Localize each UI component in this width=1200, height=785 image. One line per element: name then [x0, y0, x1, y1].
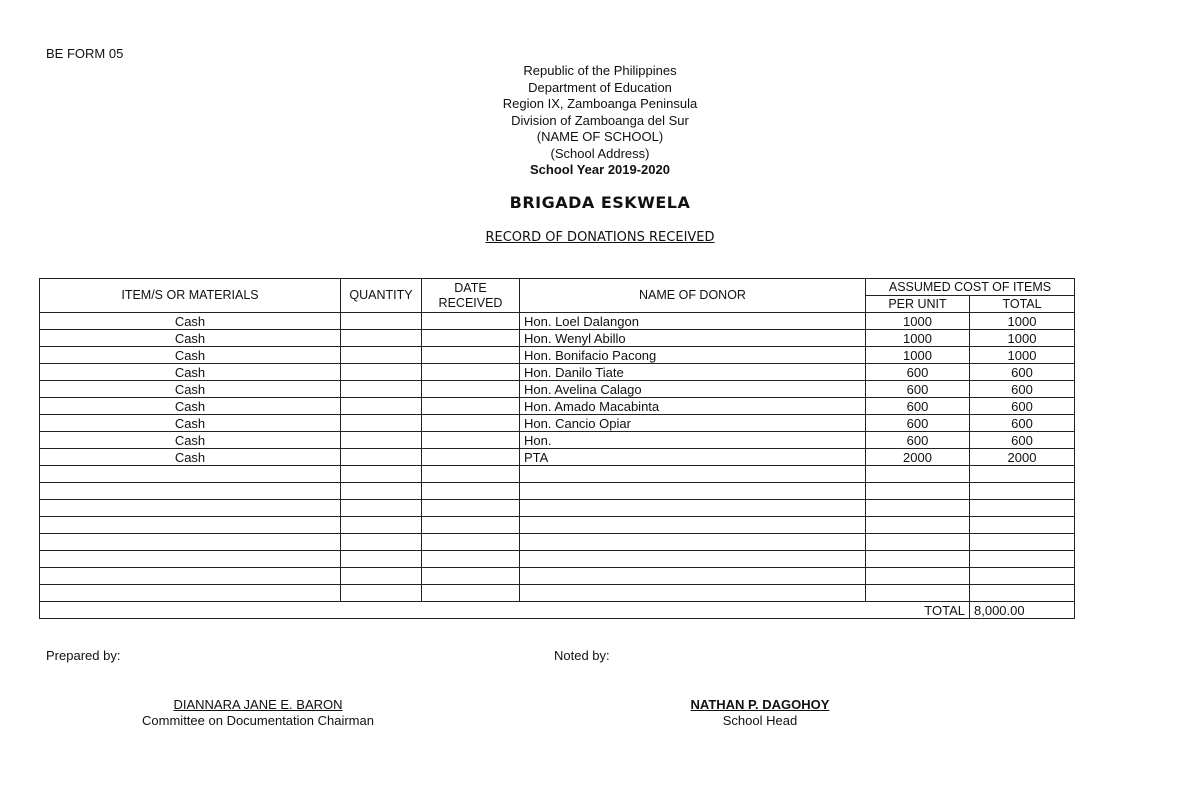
cell-total: 2000 — [970, 449, 1075, 466]
header-total: TOTAL — [970, 296, 1075, 313]
cell-total: 600 — [970, 415, 1075, 432]
header-school-name: (NAME OF SCHOOL) — [536, 129, 664, 144]
cell-date-received — [422, 551, 520, 568]
cell-donor — [520, 483, 866, 500]
cell-donor — [520, 585, 866, 602]
cell-quantity — [341, 432, 422, 449]
cell-quantity — [341, 313, 422, 330]
cell-per-unit — [866, 500, 970, 517]
header-school-address: (School Address) — [550, 145, 650, 161]
table-row — [40, 398, 1075, 415]
cell-donor — [520, 500, 866, 517]
table-row — [40, 568, 1075, 585]
cell-quantity — [341, 466, 422, 483]
cell-total — [970, 517, 1075, 534]
table-row — [40, 585, 1075, 602]
cell-per-unit: 1000 — [866, 313, 970, 330]
cell-total — [970, 551, 1075, 568]
cell-total — [970, 500, 1075, 517]
cell-item: Cash — [40, 381, 341, 398]
cell-donor: Hon. Wenyl Abillo — [520, 330, 866, 347]
cell-donor: Hon. Bonifacio Pacong — [520, 347, 866, 364]
header-date-received — [422, 279, 520, 313]
table-row — [40, 432, 1075, 449]
cell-total — [970, 483, 1075, 500]
header-date-line2: RECEIVED — [438, 295, 503, 310]
cell-per-unit — [866, 466, 970, 483]
cell-quantity — [341, 415, 422, 432]
cell-donor: Hon. Avelina Calago — [520, 381, 866, 398]
cell-item: Cash — [40, 415, 341, 432]
cell-date-received — [422, 381, 520, 398]
cell-quantity — [341, 500, 422, 517]
document-header — [0, 63, 1200, 179]
cell-date-received — [422, 466, 520, 483]
header-division: Division of Zamboanga del Sur — [511, 112, 689, 128]
table-row — [40, 449, 1075, 466]
cell-item — [40, 534, 341, 551]
cell-per-unit — [866, 483, 970, 500]
cell-item: Cash — [40, 398, 341, 415]
table-row — [40, 483, 1075, 500]
table-row — [40, 500, 1075, 517]
cell-per-unit: 1000 — [866, 347, 970, 364]
cell-quantity — [341, 347, 422, 364]
cell-donor: Hon. Cancio Opiar — [520, 415, 866, 432]
cell-date-received — [422, 585, 520, 602]
cell-item: Cash — [40, 432, 341, 449]
cell-quantity — [341, 517, 422, 534]
cell-quantity — [341, 381, 422, 398]
cell-donor — [520, 551, 866, 568]
cell-donor: PTA — [520, 449, 866, 466]
cell-quantity — [341, 534, 422, 551]
cell-item: Cash — [40, 347, 341, 364]
cell-date-received — [422, 347, 520, 364]
cell-total: 600 — [970, 432, 1075, 449]
cell-date-received — [422, 517, 520, 534]
cell-donor: Hon. Amado Macabinta — [520, 398, 866, 415]
cell-item — [40, 483, 341, 500]
cell-item — [40, 466, 341, 483]
noted-by-role: School Head — [722, 713, 798, 728]
table-row — [40, 415, 1075, 432]
table-row — [40, 313, 1075, 330]
header-per-unit: PER UNIT — [866, 296, 970, 313]
cell-per-unit — [866, 551, 970, 568]
cell-date-received — [422, 313, 520, 330]
cell-donor: Hon. Danilo Tiate — [520, 364, 866, 381]
cell-total: 1000 — [970, 330, 1075, 347]
cell-per-unit — [866, 534, 970, 551]
cell-total: 600 — [970, 398, 1075, 415]
cell-per-unit: 600 — [866, 415, 970, 432]
header-item: ITEM/S OR MATERIALS — [40, 279, 341, 313]
page-title: BRIGADA ESKWELA — [509, 193, 691, 212]
cell-per-unit: 2000 — [866, 449, 970, 466]
table-header — [40, 279, 1075, 313]
cell-total: 1000 — [970, 313, 1075, 330]
total-label: TOTAL — [40, 602, 970, 619]
table-body — [40, 313, 1075, 602]
table-row — [40, 517, 1075, 534]
cell-quantity — [341, 585, 422, 602]
cell-item: Cash — [40, 313, 341, 330]
cell-total: 1000 — [970, 347, 1075, 364]
cell-date-received — [422, 449, 520, 466]
prepared-by-label: Prepared by: — [46, 648, 121, 663]
cell-date-received — [422, 432, 520, 449]
cell-total — [970, 568, 1075, 585]
header-department: Department of Education — [528, 79, 672, 95]
cell-per-unit: 1000 — [866, 330, 970, 347]
table-total-row — [40, 602, 1075, 619]
cell-donor: Hon. Loel Dalangon — [520, 313, 866, 330]
prepared-by-role: Committee on Documentation Chairman — [142, 713, 374, 728]
header-republic: Republic of the Philippines — [523, 63, 677, 78]
cell-item — [40, 517, 341, 534]
table-row — [40, 347, 1075, 364]
cell-item: Cash — [40, 364, 341, 381]
cell-per-unit: 600 — [866, 381, 970, 398]
noted-by-label: Noted by: — [554, 648, 610, 663]
cell-total — [970, 534, 1075, 551]
cell-per-unit: 600 — [866, 398, 970, 415]
cell-date-received — [422, 330, 520, 347]
cell-donor: Hon. — [520, 432, 866, 449]
cell-per-unit: 600 — [866, 432, 970, 449]
cell-quantity — [341, 449, 422, 466]
cell-item: Cash — [40, 330, 341, 347]
cell-quantity — [341, 330, 422, 347]
cell-quantity — [341, 483, 422, 500]
cell-per-unit — [866, 517, 970, 534]
cell-total: 600 — [970, 381, 1075, 398]
donations-table — [39, 278, 1075, 619]
cell-quantity — [341, 551, 422, 568]
header-school-year: School Year 2019-2020 — [530, 162, 670, 177]
cell-total: 600 — [970, 364, 1075, 381]
table-row — [40, 466, 1075, 483]
form-code: BE FORM 05 — [46, 46, 124, 61]
noted-by-name: NATHAN P. DAGOHOY — [690, 697, 830, 712]
page-subtitle: RECORD OF DONATIONS RECEIVED — [485, 230, 715, 245]
prepared-by-name: DIANNARA JANE E. BARON — [173, 697, 343, 712]
cell-donor — [520, 568, 866, 585]
cell-date-received — [422, 483, 520, 500]
cell-date-received — [422, 534, 520, 551]
cell-total — [970, 585, 1075, 602]
cell-date-received — [422, 398, 520, 415]
table-row — [40, 381, 1075, 398]
cell-total — [970, 466, 1075, 483]
cell-date-received — [422, 364, 520, 381]
cell-date-received — [422, 568, 520, 585]
header-region: Region IX, Zamboanga Peninsula — [502, 96, 698, 111]
table-row — [40, 330, 1075, 347]
table-row — [40, 534, 1075, 551]
cell-quantity — [341, 364, 422, 381]
table-row — [40, 364, 1075, 381]
cell-item — [40, 585, 341, 602]
cell-per-unit — [866, 568, 970, 585]
cell-item — [40, 568, 341, 585]
cell-date-received — [422, 415, 520, 432]
header-quantity: QUANTITY — [341, 279, 422, 313]
header-donor: NAME OF DONOR — [520, 279, 866, 313]
cell-quantity — [341, 568, 422, 585]
cell-quantity — [341, 398, 422, 415]
cell-per-unit: 600 — [866, 364, 970, 381]
table-row — [40, 551, 1075, 568]
header-assumed-cost: ASSUMED COST OF ITEMS — [866, 279, 1075, 296]
cell-date-received — [422, 500, 520, 517]
cell-per-unit — [866, 585, 970, 602]
cell-item — [40, 551, 341, 568]
header-date-line1: DATE — [454, 280, 487, 295]
cell-donor — [520, 534, 866, 551]
cell-item: Cash — [40, 449, 341, 466]
cell-donor — [520, 466, 866, 483]
cell-item — [40, 500, 341, 517]
total-value: 8,000.00 — [970, 602, 1075, 619]
cell-donor — [520, 517, 866, 534]
